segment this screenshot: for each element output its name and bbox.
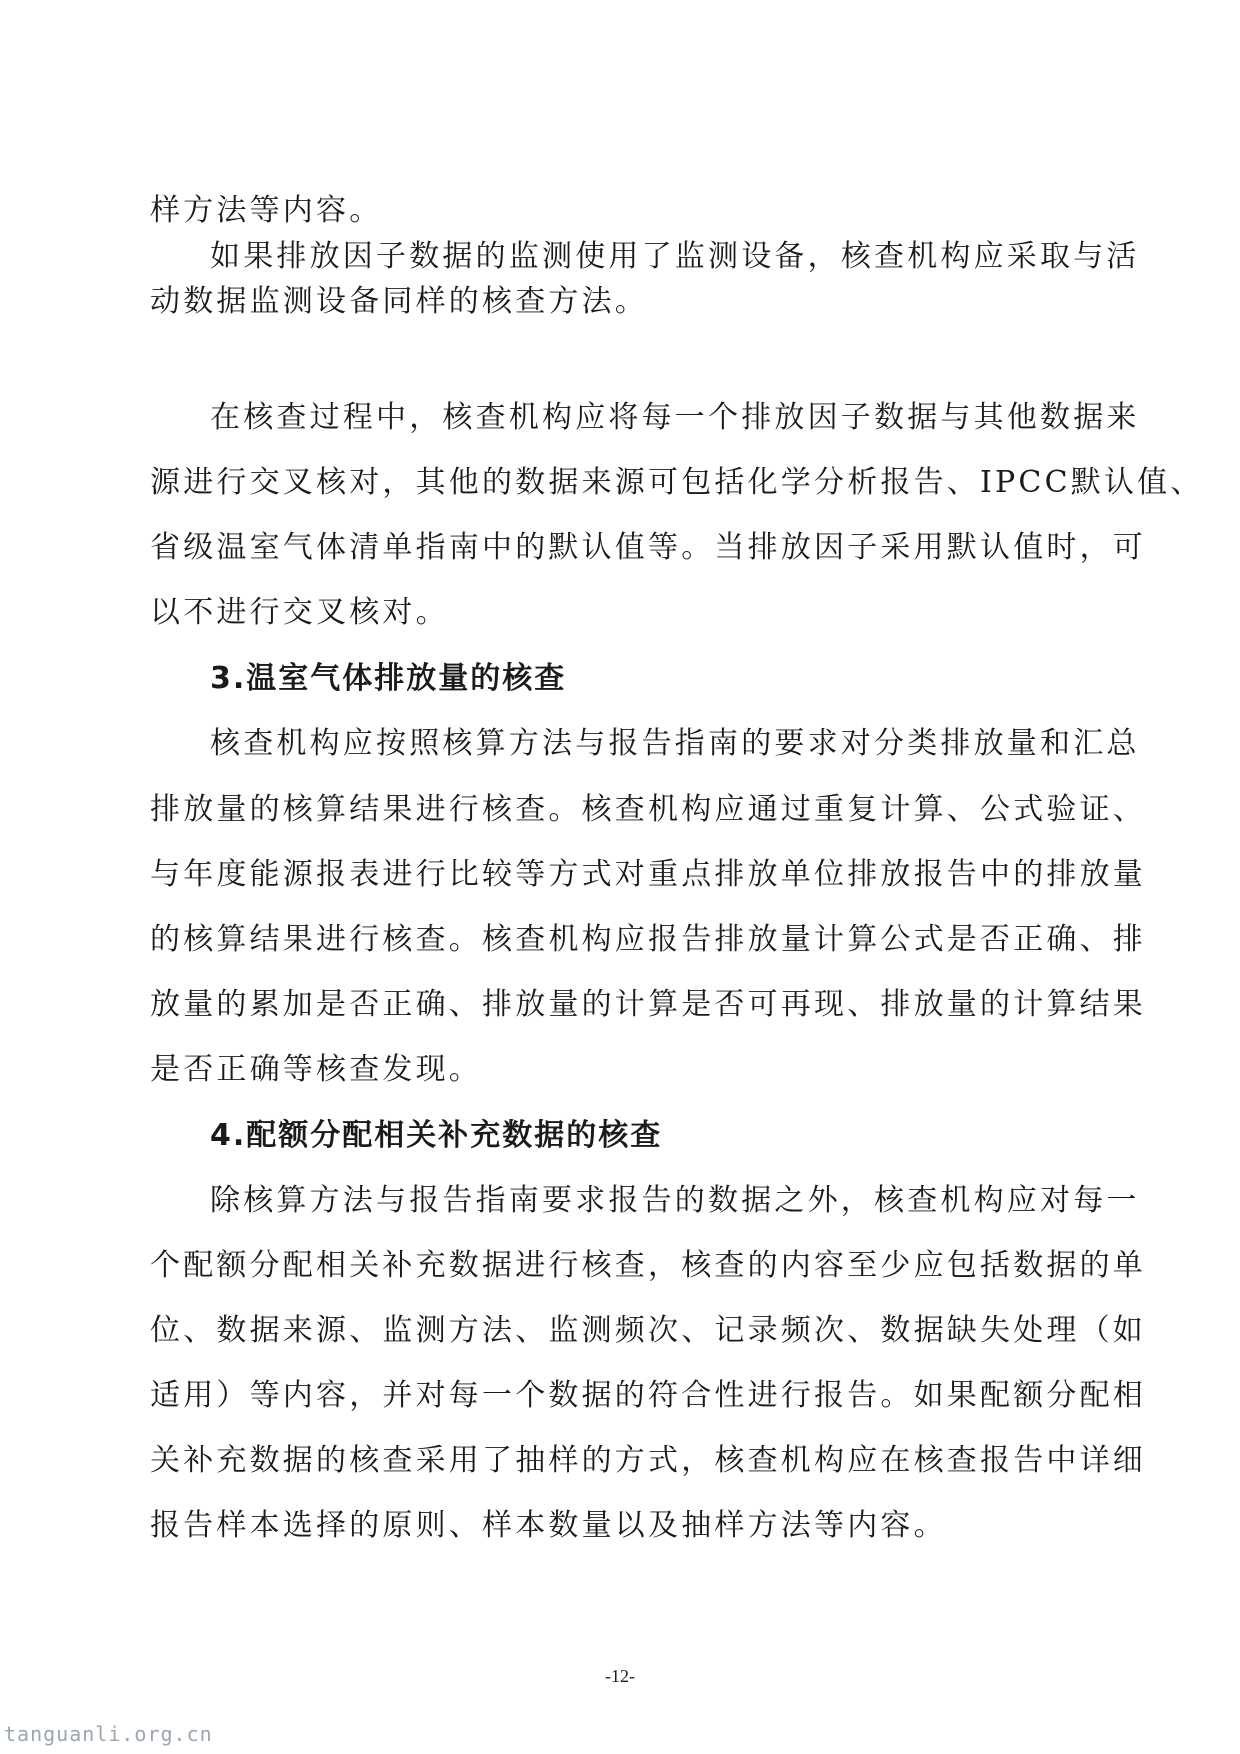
paragraph-line: 个配额分配相关补充数据进行核查，核查的内容至少应包括数据的单 xyxy=(150,1248,1146,1283)
watermark: tanguanli.org.cn xyxy=(4,1722,213,1746)
paragraph-line: 是否正确等核查发现。 xyxy=(150,1052,482,1087)
paragraph-line: 位、数据来源、监测方法、监测频次、记录频次、数据缺失处理（如 xyxy=(150,1313,1146,1348)
paragraph-line: 报告样本选择的原则、样本数量以及抽样方法等内容。 xyxy=(150,1508,947,1543)
paragraph-line: 核查机构应按照核算方法与报告指南的要求对分类排放量和汇总 xyxy=(210,726,1140,761)
paragraph-line: 省级温室气体清单指南中的默认值等。当排放因子采用默认值时，可 xyxy=(150,530,1146,565)
paragraph-line: 样方法等内容。 xyxy=(150,193,383,228)
paragraph-line: 放量的累加是否正确、排放量的计算是否可再现、排放量的计算结果 xyxy=(150,987,1146,1022)
page-number: -12- xyxy=(605,1666,635,1686)
paragraph-line: 以不进行交叉核对。 xyxy=(150,595,449,630)
section-heading-4: 4.配额分配相关补充数据的核查 xyxy=(210,1118,663,1153)
paragraph-line: 与年度能源报表进行比较等方式对重点排放单位排放报告中的排放量 xyxy=(150,857,1146,892)
paragraph-line: 源进行交叉核对，其他的数据来源可包括化学分析报告、IPCC默认值、 xyxy=(150,465,1204,500)
paragraph-line: 在核查过程中，核查机构应将每一个排放因子数据与其他数据来 xyxy=(210,400,1140,435)
section-heading-3: 3.温室气体排放量的核查 xyxy=(210,661,567,696)
paragraph-line: 关补充数据的核查采用了抽样的方式，核查机构应在核查报告中详细 xyxy=(150,1443,1146,1478)
paragraph-line: 如果排放因子数据的监测使用了监测设备，核查机构应采取与活 xyxy=(210,239,1140,274)
paragraph-line: 排放量的核算结果进行核查。核查机构应通过重复计算、公式验证、 xyxy=(150,792,1146,827)
paragraph-line: 的核算结果进行核查。核查机构应报告排放量计算公式是否正确、排 xyxy=(150,922,1146,957)
paragraph-line: 动数据监测设备同样的核查方法。 xyxy=(150,284,648,319)
paragraph-line: 除核算方法与报告指南要求报告的数据之外，核查机构应对每一 xyxy=(210,1183,1140,1218)
paragraph-line: 适用）等内容，并对每一个数据的符合性进行报告。如果配额分配相 xyxy=(150,1378,1146,1413)
